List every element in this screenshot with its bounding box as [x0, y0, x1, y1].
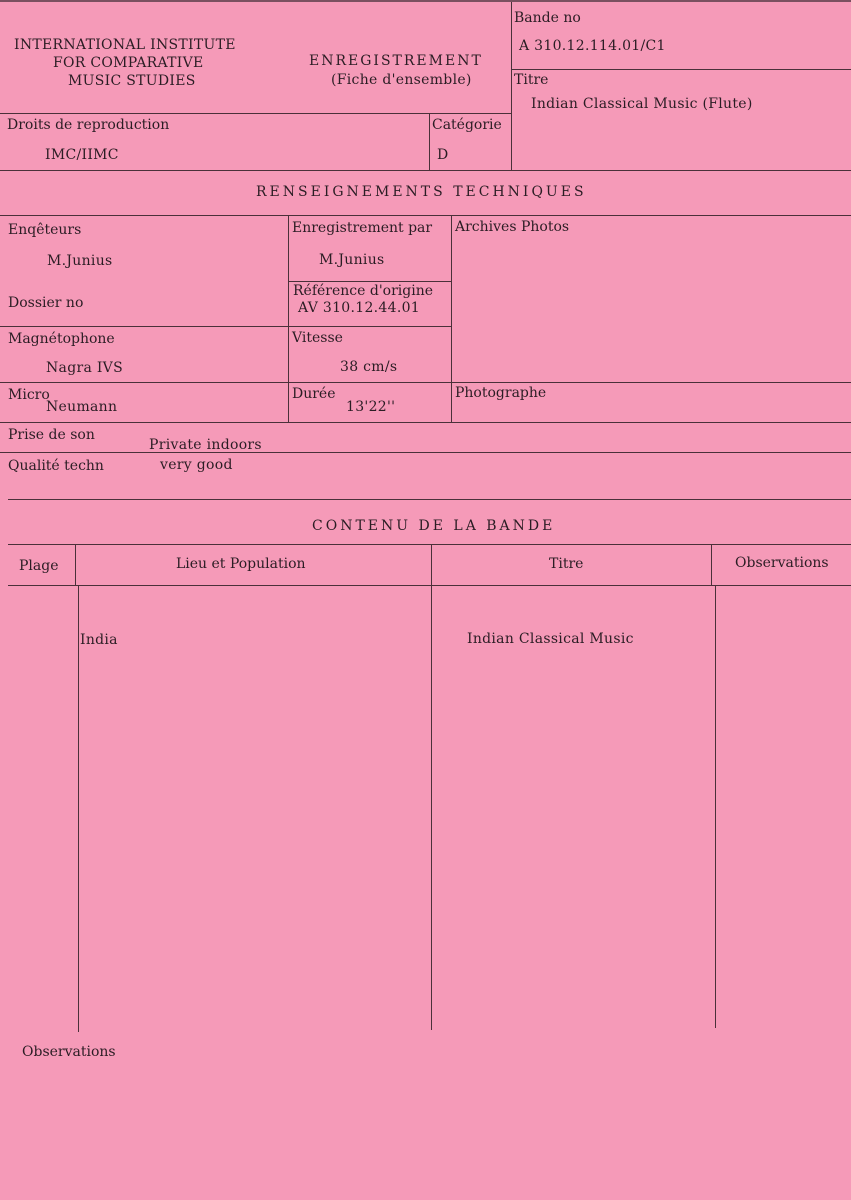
lieu-divider: [431, 544, 432, 1030]
technical-section-title: RENSEIGNEMENTS TECHNIQUES: [256, 184, 587, 200]
prise-value: Private indoors: [149, 437, 262, 453]
enqueteurs-label: Enqêteurs: [8, 222, 82, 238]
titre-value: Indian Classical Music (Flute): [531, 96, 753, 112]
duree-value: 13'22'': [346, 399, 396, 415]
droits-value: IMC/IIMC: [45, 147, 119, 163]
contents-top-line: [8, 499, 851, 500]
categorie-divider: [429, 113, 430, 170]
qualite-value: very good: [160, 457, 233, 473]
technical-top-line: [0, 170, 851, 171]
header-divider: [511, 2, 512, 170]
reference-label: Référence d'origine: [293, 283, 434, 299]
institute-name-line1: INTERNATIONAL INSTITUTE: [14, 37, 236, 53]
plage-divider-top: [75, 544, 76, 586]
form-title: ENREGISTREMENT: [309, 53, 483, 69]
titre-label: Titre: [514, 72, 549, 88]
magnetophone-value: Nagra IVS: [46, 360, 123, 376]
contents-section-title: CONTENU DE LA BANDE: [312, 518, 556, 534]
enregistrement-par-label: Enregistrement par: [292, 220, 433, 236]
bande-label: Bande no: [514, 10, 581, 26]
bande-divider: [511, 69, 851, 70]
categorie-value: D: [437, 147, 449, 163]
vitesse-value: 38 cm/s: [340, 359, 398, 375]
micro-value: Neumann: [46, 399, 118, 415]
contents-header-top: [8, 544, 851, 545]
reference-top-line: [289, 281, 451, 282]
enregistrement-par-value: M.Junius: [319, 252, 385, 268]
micro-top-line: [0, 382, 851, 383]
row-lieu-value: India: [80, 632, 118, 648]
col-lieu-header: Lieu et Population: [176, 556, 306, 572]
tech-col-divider-2: [451, 215, 452, 422]
contents-header-bottom: [8, 585, 851, 586]
col-plage-header: Plage: [19, 558, 59, 574]
enqueteurs-value: M.Junius: [47, 253, 113, 269]
titre-divider: [715, 586, 716, 1028]
dossier-label: Dossier no: [8, 295, 84, 311]
categorie-label: Catégorie: [432, 117, 502, 133]
row-titre-value: Indian Classical Music: [467, 631, 634, 647]
reference-value: AV 310.12.44.01: [298, 300, 420, 316]
micro-label: Micro: [8, 387, 50, 403]
form-subtitle: (Fiche d'ensemble): [331, 72, 472, 88]
rights-top-line: [0, 113, 511, 114]
duree-label: Durée: [292, 386, 336, 402]
institute-name-line2: FOR COMPARATIVE: [53, 55, 204, 71]
magnetophone-top-line: [0, 326, 451, 327]
tech-col-divider-1: [288, 215, 289, 422]
observations-label: Observations: [22, 1044, 116, 1060]
prise-label: Prise de son: [8, 427, 95, 443]
titre-divider-top: [711, 544, 712, 586]
vitesse-label: Vitesse: [292, 330, 343, 346]
qualite-label: Qualité techn: [8, 458, 104, 474]
plage-divider: [78, 586, 79, 1032]
bande-value: A 310.12.114.01/C1: [519, 38, 666, 54]
qualite-top-line: [0, 452, 851, 453]
magnetophone-label: Magnétophone: [8, 331, 115, 347]
col-titre-header: Titre: [549, 556, 584, 572]
photographe-label: Photographe: [455, 385, 547, 401]
col-observations-header: Observations: [735, 555, 829, 571]
droits-label: Droits de reproduction: [7, 117, 170, 133]
institute-name-line3: MUSIC STUDIES: [68, 73, 196, 89]
archives-photos-label: Archives Photos: [455, 219, 570, 235]
technical-header-line: [0, 215, 851, 216]
prise-top-line: [0, 422, 851, 423]
